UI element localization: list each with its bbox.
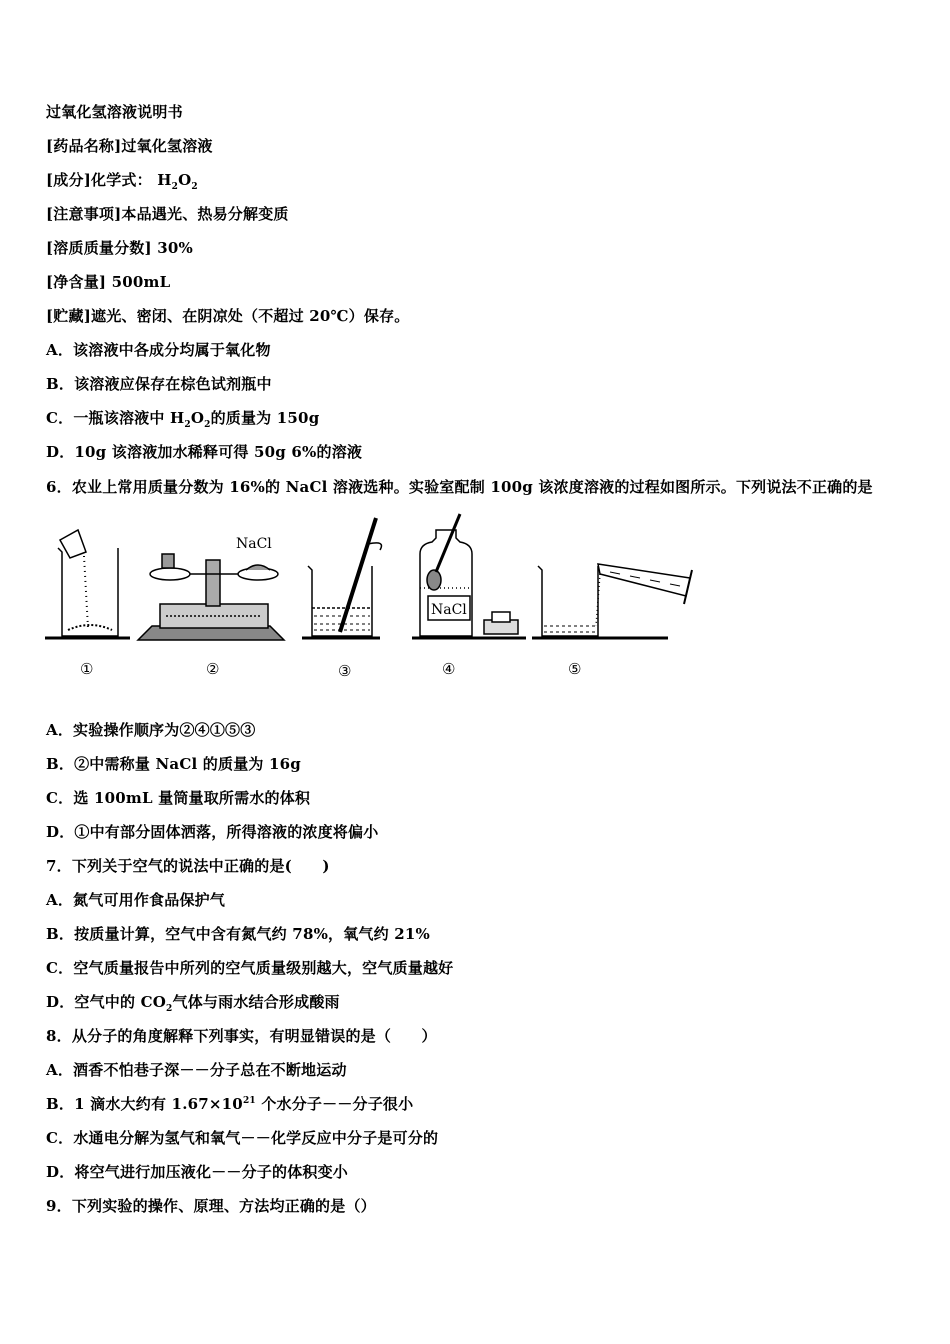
figure-label-3: ③ [338,662,352,680]
step3-stirring-illustration [302,518,382,638]
q5-c-text: C．一瓶该溶液中 H [46,409,185,427]
q8-b-text: 个水分子－－分子很小 [261,1095,414,1113]
drug-name-line: [药品名称]过氧化氢溶液 [46,137,213,155]
q8-option-b [46,1094,413,1114]
q6-stem: 6．农业上常用质量分数为 16%的 NaCl 溶液选种。实验室配制 100g 该浓度溶液的过程如图所示。下列说法不正确的是 [46,478,873,496]
figure-svg [40,508,720,688]
q5-c-sub: 2 [184,420,191,430]
q8-option-c: C．水通电分解为氢气和氧气－－化学反应中分子是可分的 [46,1129,439,1147]
step4-reagent-bottle-illustration [412,514,526,638]
figure-label-4: ④ [442,660,456,678]
q7-option-d [46,992,340,1012]
q8-option-a: A．酒香不怕巷子深－－分子总在不断地运动 [46,1061,347,1079]
q6-option-a: A．实验操作顺序为②④①⑤③ [46,721,256,739]
figure-label-1: ① [80,660,94,678]
q7-stem: 7．下列关于空气的说法中正确的是( ) [46,857,330,875]
formula-prefix: [成分]化学式： [46,171,152,189]
q5-c-text: 的质量为 150g [210,409,320,427]
notice-line: [注意事项]本品遇光、热易分解变质 [46,205,289,223]
q6-option-d: D．①中有部分固体洒落，所得溶液的浓度将偏小 [46,823,379,841]
q7-d-sub: 2 [166,1004,173,1014]
net-content-line: [净含量] 500mL [46,273,171,291]
q7-option-a: A．氮气可用作食品保护气 [46,891,226,909]
storage-line: [贮藏]遮光、密闭、在阴凉处（不超过 20℃）保存。 [46,307,410,325]
q6-option-b: B．②中需称量 NaCl 的质量为 16g [46,755,301,773]
q5-c-text: O [190,409,205,427]
q7-option-b: B．按质量计算，空气中含有氮气约 78%，氧气约 21% [46,925,430,943]
formula-o: O [178,171,192,189]
q8-b-text: B．1 滴水大约有 1.67×10 [46,1095,243,1113]
formula-h: H [157,171,172,189]
q8-option-d: D．将空气进行加压液化－－分子的体积变小 [46,1163,349,1181]
step2-balance-illustration [138,536,284,640]
balance-nacl-label: NaCl [236,536,272,552]
q5-option-a: A．该溶液中各成分均属于氧化物 [46,341,271,359]
step5-pouring-illustration [532,564,692,638]
formula-sub: 2 [191,182,198,192]
q7-d-text: D．空气中的 CO [46,993,167,1011]
figure-label-5: ⑤ [568,660,582,678]
bottle-nacl-label: NaCl [431,602,467,618]
fraction-line: [溶质质量分数] 30% [46,239,193,257]
q5-option-d: D．10g 该溶液加水稀释可得 50g 6%的溶液 [46,443,363,461]
q7-d-text: 气体与雨水结合形成酸雨 [172,993,340,1011]
q5-c-sub: 2 [204,420,211,430]
q6-option-c: C．选 100mL 量筒量取所需水的体积 [46,789,311,807]
q5-option-c [46,408,319,428]
q9-stem: 9．下列实验的操作、原理、方法均正确的是（） [46,1197,376,1215]
q5-option-b: B．该溶液应保存在棕色试剂瓶中 [46,375,272,393]
q8-b-sup: 21 [242,1096,256,1106]
step1-beaker-illustration [45,530,130,638]
instructions-title: 过氧化氢溶液说明书 [46,103,183,121]
formula-sub: 2 [171,182,179,192]
q8-stem: 8．从分子的角度解释下列事实，有明显错误的是（ ） [46,1027,437,1045]
figure-label-2: ② [206,660,220,678]
q7-option-c: C．空气质量报告中所列的空气质量级别越大，空气质量越好 [46,959,454,977]
formula-line [46,170,198,190]
solution-preparation-figure [40,508,720,688]
